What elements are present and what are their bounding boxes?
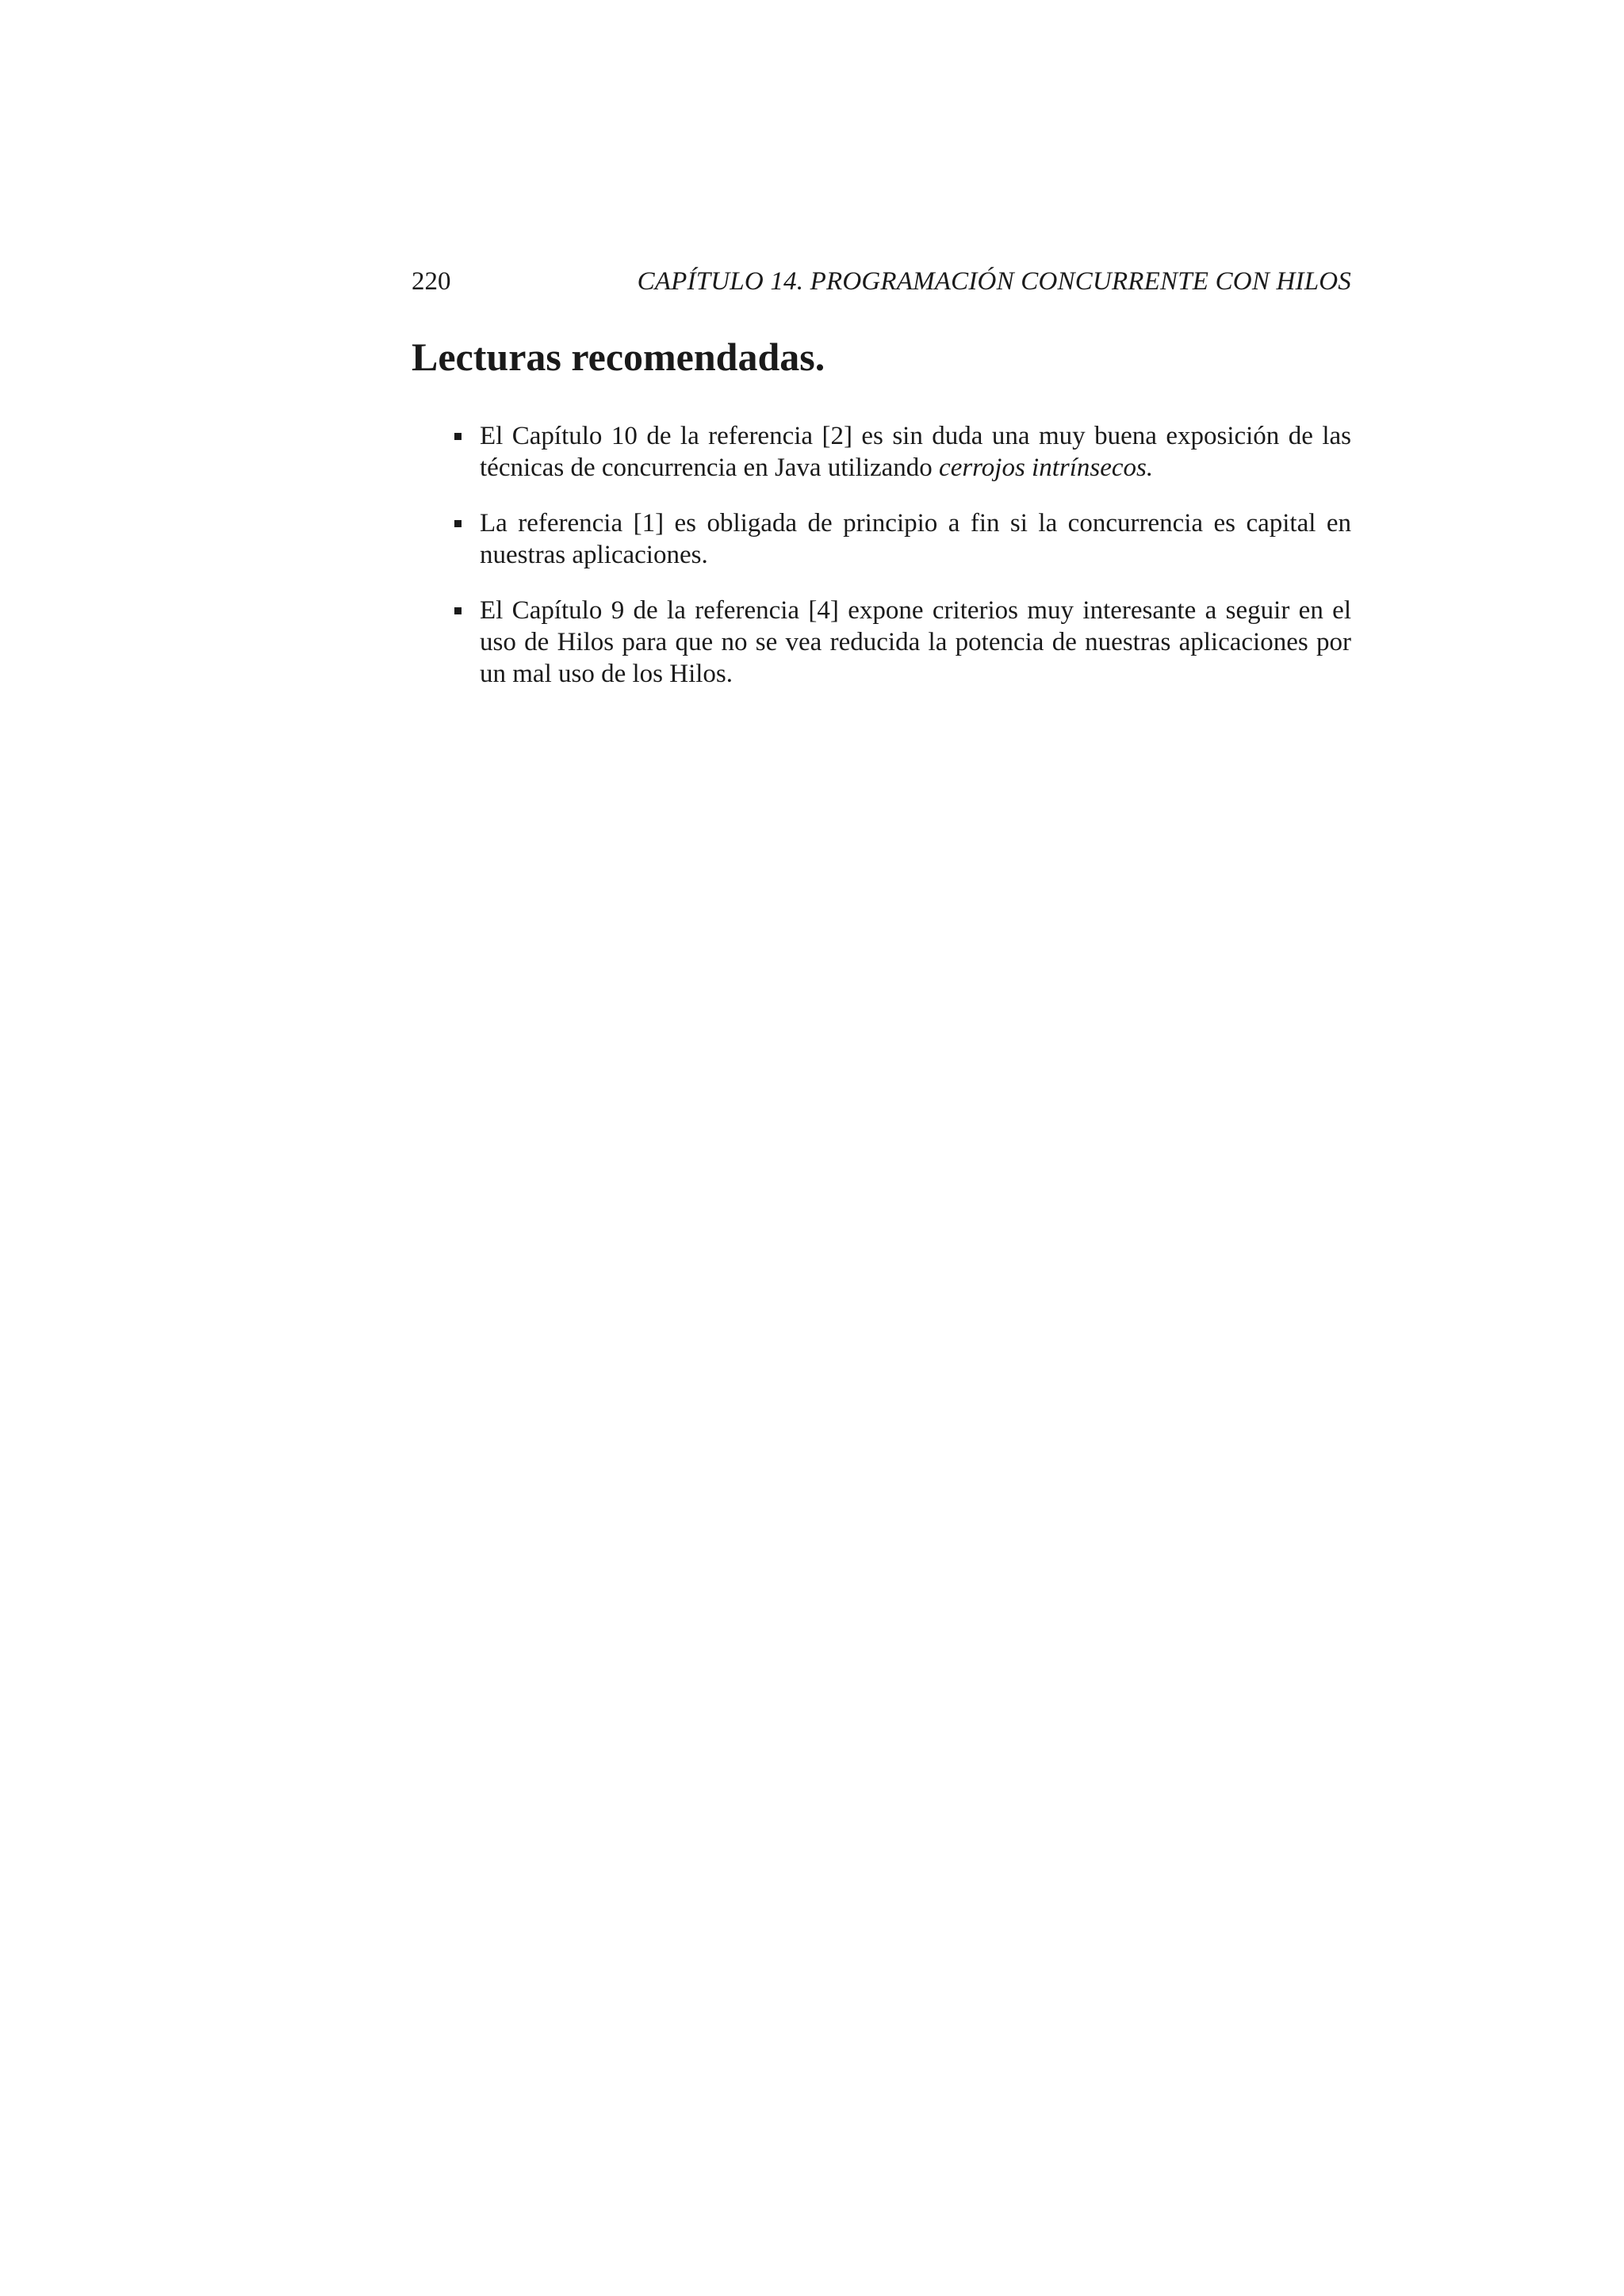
list-item xyxy=(444,420,1351,484)
list-item-text xyxy=(480,422,1351,482)
list-item-emphasis: cerrojos intrínsecos. xyxy=(939,453,1154,482)
recommended-readings-list xyxy=(444,420,1351,714)
list-item-body: El Capítulo 10 de la referencia [2] es sin duda una muy buena exposición de las técnicas de concurrencia en Java utilizando xyxy=(480,422,1351,482)
square-bullet-icon xyxy=(454,433,462,440)
page-number: 220 xyxy=(412,267,451,296)
list-item-text: El Capítulo 9 de la referencia [4] expone criterios muy interesante a seguir en el uso de Hilos para que no se vea reducida la potencia de nuestras aplicaciones por un mal uso de los Hilos. xyxy=(480,596,1351,688)
list-item xyxy=(444,595,1351,690)
running-header xyxy=(412,262,1351,301)
list-item-text: La referencia [1] es obligada de principio a fin si la concurrencia es capital en nuestras aplicaciones. xyxy=(480,509,1351,569)
square-bullet-icon xyxy=(454,607,462,614)
chapter-title: CAPÍTULO 14. PROGRAMACIÓN CONCURRENTE CON HILOS xyxy=(637,267,1351,296)
square-bullet-icon xyxy=(454,520,462,527)
list-item xyxy=(444,507,1351,571)
section-title: Lecturas recomendadas. xyxy=(412,335,825,379)
